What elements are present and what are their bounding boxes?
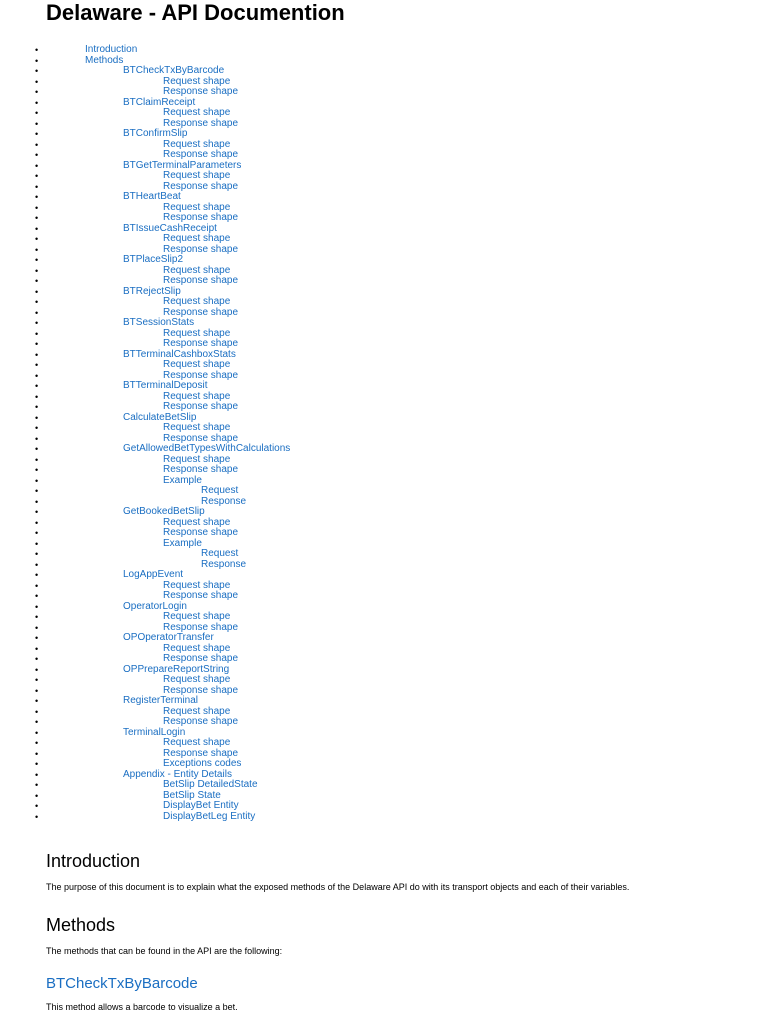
toc-link-sub[interactable]: BetSlip DetailedState <box>163 779 258 790</box>
toc-link-sub[interactable]: Request shape <box>163 737 231 748</box>
toc-link-sub[interactable]: Request shape <box>163 170 231 181</box>
toc-link-sub[interactable]: Request shape <box>163 705 231 717</box>
toc-link-method[interactable]: BTClaimReceipt <box>123 96 196 108</box>
toc-link-sub[interactable]: Response shape <box>163 338 239 349</box>
toc-link-sub[interactable]: Request shape <box>163 359 231 370</box>
toc-link-method[interactable]: OperatorLogin <box>123 600 187 612</box>
toc-link-sub[interactable]: Example <box>163 474 202 486</box>
toc-link-sub[interactable]: Response shape <box>163 464 239 475</box>
toc-link-method[interactable]: LogAppEvent <box>123 569 184 580</box>
toc-link-sub[interactable]: Request shape <box>163 296 231 307</box>
section-text-btchecktxbybarcode: This method allows a barcode to visualize a bet. <box>46 1002 238 1012</box>
toc-link-sub[interactable]: Response shape <box>163 86 239 97</box>
toc-link-method[interactable]: BTPlaceSlip2 <box>123 254 184 265</box>
toc-link-sub[interactable]: Response shape <box>163 401 239 412</box>
toc-item-introduction <box>46 45 290 56</box>
toc-link-method[interactable]: BTRejectSlip <box>123 285 181 297</box>
toc-link-method[interactable]: OPOperatorTransfer <box>123 632 214 643</box>
toc-link-sub[interactable]: Request shape <box>163 390 231 402</box>
toc-link-sub[interactable]: Request shape <box>163 138 231 150</box>
toc-item <box>46 486 290 497</box>
section-heading-introduction: Introduction <box>46 851 141 871</box>
toc-link-method[interactable]: Appendix - Entity Details <box>123 768 232 780</box>
toc-link-sub[interactable]: Response shape <box>163 212 239 223</box>
toc-link-sub[interactable]: Request shape <box>163 201 231 213</box>
section-text-introduction: The purpose of this document is to explain what the exposed methods of the Delaware API do with its transport objects and each of their variables. <box>46 882 630 892</box>
toc-link-sub[interactable]: Response <box>201 558 247 570</box>
toc-link-sub[interactable]: Request shape <box>163 233 231 244</box>
toc-link-sub[interactable]: Request shape <box>163 422 231 433</box>
toc-link-method[interactable]: BTHeartBeat <box>123 191 181 202</box>
toc-link-sub[interactable]: Request shape <box>163 674 231 685</box>
page-title: Delaware - API Documention <box>46 0 345 25</box>
toc-link-method[interactable]: RegisterTerminal <box>123 695 199 706</box>
toc-link-method[interactable]: BTCheckTxByBarcode <box>123 65 225 76</box>
toc-link-method[interactable]: GetAllowedBetTypesWithCalculations <box>123 443 291 454</box>
toc-item <box>46 539 290 550</box>
toc-link-sub[interactable]: Response shape <box>163 117 239 129</box>
toc-link-sub[interactable]: Response shape <box>163 306 239 318</box>
table-of-contents <box>46 45 290 822</box>
toc-link-method[interactable]: OPPrepareReportString <box>123 663 230 675</box>
toc-link-sub[interactable]: BetSlip State <box>163 789 221 801</box>
toc-link-sub[interactable]: Request shape <box>163 75 231 87</box>
toc-link-sub[interactable]: Response shape <box>163 180 239 192</box>
toc-link-sub[interactable]: Request shape <box>163 327 231 339</box>
toc-link-methods[interactable]: Methods <box>85 54 124 66</box>
toc-link-sub[interactable]: Response shape <box>163 747 239 759</box>
section-heading-methods: Methods <box>46 915 116 935</box>
toc-link-sub[interactable]: Response shape <box>163 527 239 538</box>
toc-link-sub[interactable]: Response shape <box>163 275 239 286</box>
toc-link-method[interactable]: BTSessionStats <box>123 317 195 328</box>
section-text-methods: The methods that can be found in the API are the following: <box>46 946 283 956</box>
toc-link-sub[interactable]: Response shape <box>163 149 239 160</box>
toc-link-sub[interactable]: Request shape <box>163 579 231 591</box>
toc-link-method[interactable]: BTIssueCashReceipt <box>123 222 217 234</box>
toc-link-sub[interactable]: Example <box>163 537 202 549</box>
section-heading-btchecktxbybarcode: BTCheckTxByBarcode <box>46 975 198 992</box>
toc-item <box>46 812 290 823</box>
toc-link-method[interactable]: BTConfirmSlip <box>123 128 188 139</box>
toc-link-sub[interactable]: Exceptions codes <box>163 758 242 769</box>
toc-link-sub[interactable]: Response shape <box>163 432 239 444</box>
toc-link-sub[interactable]: Response shape <box>163 590 239 601</box>
toc-item <box>46 476 290 487</box>
toc-link-method[interactable]: GetBookedBetSlip <box>123 506 205 517</box>
toc-link-sub[interactable]: Request shape <box>163 611 231 622</box>
toc-link-sub[interactable]: Request shape <box>163 453 231 465</box>
toc-link-sub[interactable]: Response shape <box>163 716 239 727</box>
toc-link-method[interactable]: BTTerminalDeposit <box>123 380 208 391</box>
toc-link-sub[interactable]: Request shape <box>163 107 231 118</box>
toc-link-sub[interactable]: DisplayBetLeg Entity <box>163 810 256 822</box>
toc-link-method[interactable]: CalculateBetSlip <box>123 411 197 423</box>
toc-link-sub[interactable]: Response <box>201 495 247 507</box>
toc-link-sub[interactable]: Response shape <box>163 684 239 696</box>
toc-item <box>46 549 290 560</box>
toc-link-introduction[interactable]: Introduction <box>85 44 138 55</box>
toc-link-sub[interactable]: Request <box>201 548 239 559</box>
toc-link-sub[interactable]: Request <box>201 485 239 496</box>
toc-link-method[interactable]: TerminalLogin <box>123 726 186 738</box>
toc-link-sub[interactable]: DisplayBet Entity <box>163 800 239 811</box>
toc-link-sub[interactable]: Response shape <box>163 369 239 381</box>
toc-link-sub[interactable]: Request shape <box>163 516 231 528</box>
toc-list <box>46 45 290 822</box>
toc-link-method[interactable]: BTGetTerminalParameters <box>123 159 242 171</box>
toc-link-sub[interactable]: Response shape <box>163 621 239 633</box>
toc-link-method[interactable]: BTTerminalCashboxStats <box>123 348 236 360</box>
toc-link-sub[interactable]: Response shape <box>163 243 239 255</box>
toc-link-sub[interactable]: Request shape <box>163 264 231 276</box>
toc-link-sub[interactable]: Response shape <box>163 653 239 664</box>
toc-link-sub[interactable]: Request shape <box>163 642 231 654</box>
